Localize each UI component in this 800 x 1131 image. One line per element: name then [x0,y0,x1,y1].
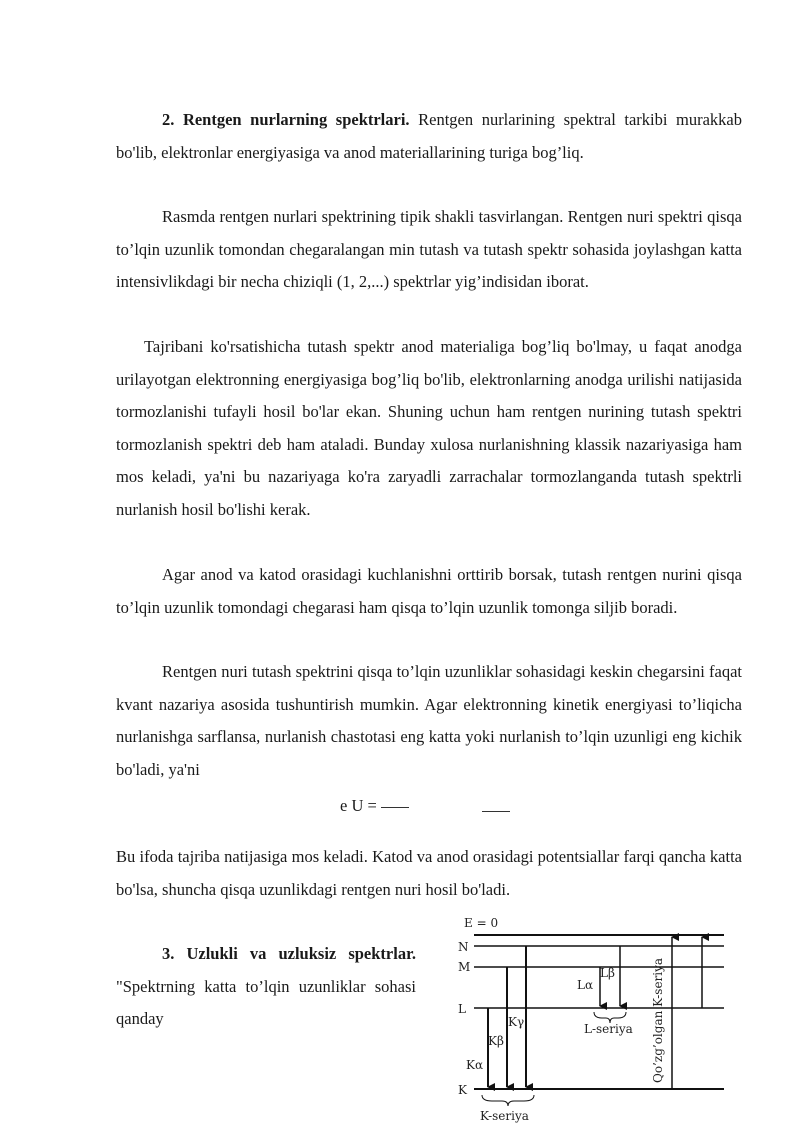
level-k-label: K [458,1083,467,1097]
l-alpha-label: Lα [577,978,594,992]
k-alpha-label: Kα [466,1058,484,1072]
fraction-bar-2 [482,811,510,812]
section-3-text: "Spektrning katta to’lqin uzunliklar sohasi qanday [116,976,416,1028]
paragraph-quantum-explanation: Rentgen nuri tutash spektrini qisqa to’lqin uzunliklar sohasidagi keskin chegarsini faqat kvant nazariya asosida tushuntirish mumkin. Agar elektronning kinetik energiyasi to’liqicha nurlanishga sarflansa, nurlanish chastotasi eng katta yoki nurlanish to’lqin uzunligi eng kichik bo'ladi, ya'ni [116,662,742,779]
section-2-intro: Rentgen nurlarining spektral tarkibi murakkab bo'lib, elektronlar energiyasiga va anod materiallarining turiga bog’liq. [116,110,742,162]
section-3-paragraph [116,938,416,1036]
excited-k-series-label: Qo’zg’olgan K-seriya [651,957,665,1083]
fraction-bar [381,807,409,808]
formula-eu [340,796,409,816]
paragraph-continuous-spectrum: Tajribani ko'rsatishicha tutash spektr anod materialiga bog’liq bo'lmay, u faqat anodga urilayotgan elektronning energiyasiga bog’liq bo'lib, elektronlarning anodga urilishi natijasida tormozlanishi tufayli hosil bo'lar ekan. Shuning uchun ham rentgen nurining tutash spektri tormozlanish spektri deb ham ataladi. Bunday xulosa nurlanishning klassik nazariyasiga ham mos keladi, ya'ni bu nazariyaga ko'ra zaryadli zarrachalar tormozlanganda tutash spektrli nurlanish hosil bo'lishi kerak. [116,337,742,519]
k-series-brace [482,1095,534,1106]
paragraph-voltage-effect: Agar anod va katod orasidagi kuchlanishni orttirib borsak, tutash rentgen nurini qisqa to’lqin uzunlik tomondagi chegarasi ham qisqa to’lqin uzunlik tomonga siljib boradi. [116,565,742,617]
paragraph-spectrum-shape: Rasmda rentgen nurlari spektrining tipik shakli tasvirlangan. Rentgen nuri spektri qisqa to’lqin uzunlik tomondan chegaralangan min tutash va tutash spektr sohasida joylashgan katta intensivlikdagi bir necha chiziqli (1, 2,...) spektrlar yig’indisidan iborat. [116,207,742,291]
section-3-heading: 3. Uzlukli va uzluksiz spektrlar. [162,944,416,963]
section-2-heading: 2. Rentgen nurlarning spektrlari. [162,110,410,129]
l-series-label: L-seriya [584,1022,633,1036]
level-n-label: N [458,940,469,954]
k-series-label: K-seriya [480,1109,529,1123]
level-l-label: L [458,1002,466,1016]
section-2-paragraph [116,104,742,169]
k-gamma-label: Kγ [508,1015,525,1029]
paragraph-conclusion: Bu ifoda tajriba natijasiga mos keladi. Katod va anod orasidagi potentsiallar farqi qancha katta bo'lsa, shuncha qisqa uzunlikdagi rentgen nuri hosil bo'ladi. [116,847,742,899]
energy-level-diagram [440,905,730,1127]
level-e0-label: E = 0 [464,916,499,930]
k-beta-label: Kβ [488,1034,504,1048]
l-beta-label: Lβ [600,966,615,980]
level-m-label: M [458,960,471,974]
formula-lhs: e U = [340,796,377,815]
